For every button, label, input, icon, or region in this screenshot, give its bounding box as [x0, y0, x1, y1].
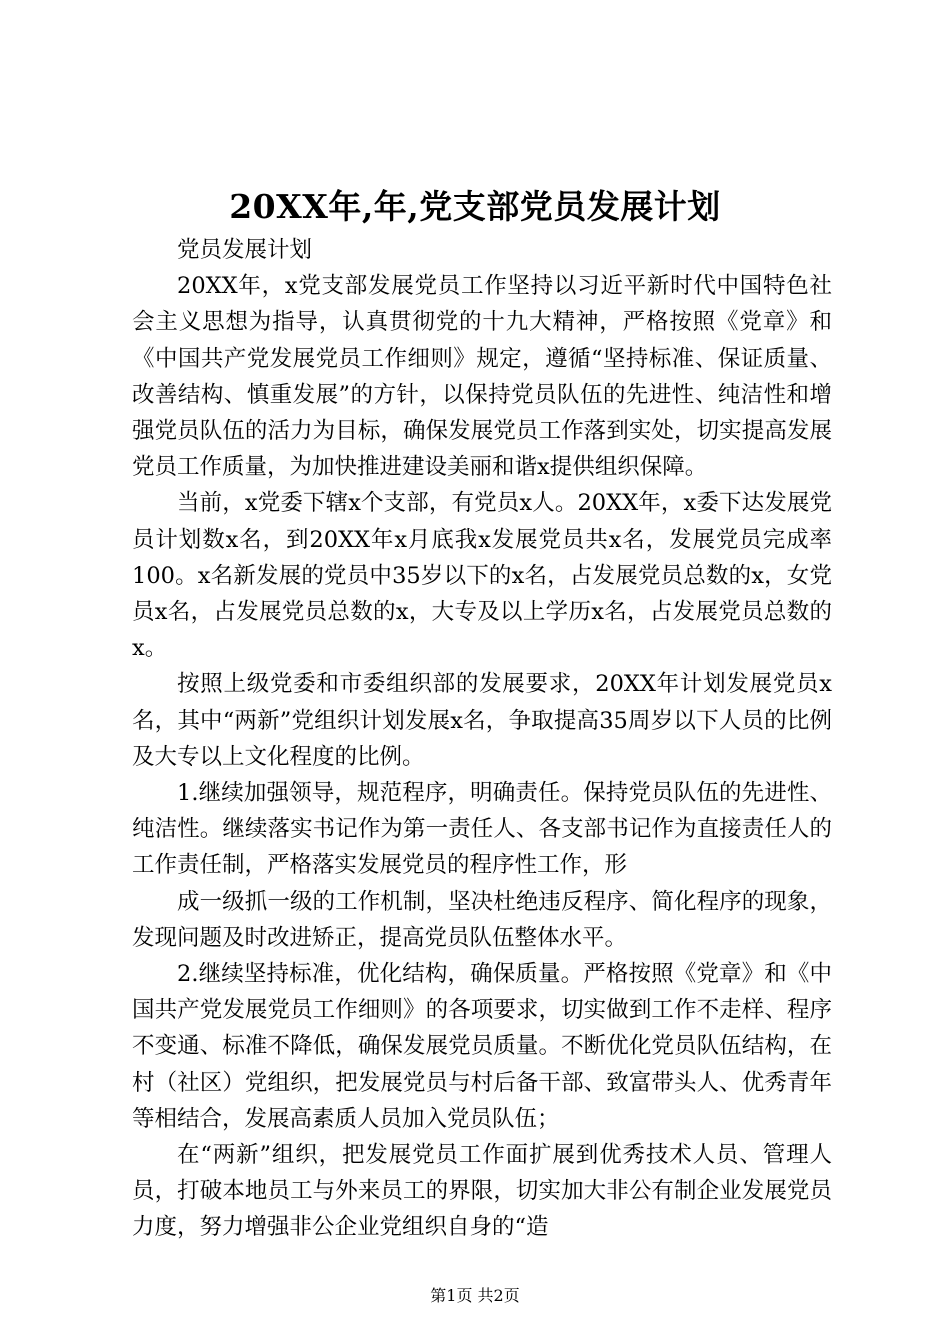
- paragraph: 1.继续加强领导，规范程序，明确责任。保持党员队伍的先进性、纯洁性。继续落实书记作为第一责任人、各支部书记作为直接责任人的工作责任制，严格落实发展党员的程序性工作，形: [132, 780, 832, 879]
- paragraph: 20XX年，x党支部发展党员工作坚持以习近平新时代中国特色社会主义思想为指导，认真贯彻党的十九大精神，严格按照《党章》和《中国共产党发展党员工作细则》规定，遵循“坚持标准、保证质量、改善结构、慎重发展”的方针，以保持党员队伍的先进性、纯洁性和增强党员队伍的活力为目标，确保发展党员工作落到实处，切实提高发展党员工作质量，为加快推进建设美丽和谐x提供组织保障。: [132, 273, 832, 481]
- document-body: [132, 232, 832, 1246]
- paragraph: 当前，x党委下辖x个支部，有党员x人。20XX年，x委下达发展党员计划数x名，到20XX年x月底我x发展党员共x名，发展党员完成率100。x名新发展的党员中35岁以下的x名，占发展党员总数的x，女党员x名，占发展党员总数的x，大专及以上学历x名，占发展党员总数的x。: [132, 490, 832, 662]
- paragraph: 成一级抓一级的工作机制，坚决杜绝违反程序、简化程序的现象，发现问题及时改进矫正，提高党员队伍整体水平。: [132, 888, 832, 951]
- document-title: 20XX年,年,党支部党员发展计划: [229, 187, 721, 226]
- paragraph: 按照上级党委和市委组织部的发展要求，20XX年计划发展党员x名，其中“两新”党组织计划发展x名，争取提高35周岁以下人员的比例及大专以上文化程度的比例。: [132, 671, 832, 770]
- paragraph: 2.继续坚持标准，优化结构，确保质量。严格按照《党章》和《中国共产党发展党员工作细则》的各项要求，切实做到工作不走样、程序不变通、标准不降低，确保发展党员质量。不断优化党员队伍结构，在村（社区）党组织，把发展党员与村后备干部、致富带头人、优秀青年等相结合，发展高素质人员加入党员队伍；: [132, 961, 832, 1132]
- paragraph: 在“两新”组织，把发展党员工作面扩展到优秀技术人员、管理人员，打破本地员工与外来员工的界限，切实加大非公有制企业发展党员力度，努力增强非公企业党组织自身的“造: [132, 1142, 832, 1241]
- paragraph-subtitle: 党员发展计划: [177, 237, 313, 263]
- page-footer: 第1页 共2页: [430, 1286, 520, 1305]
